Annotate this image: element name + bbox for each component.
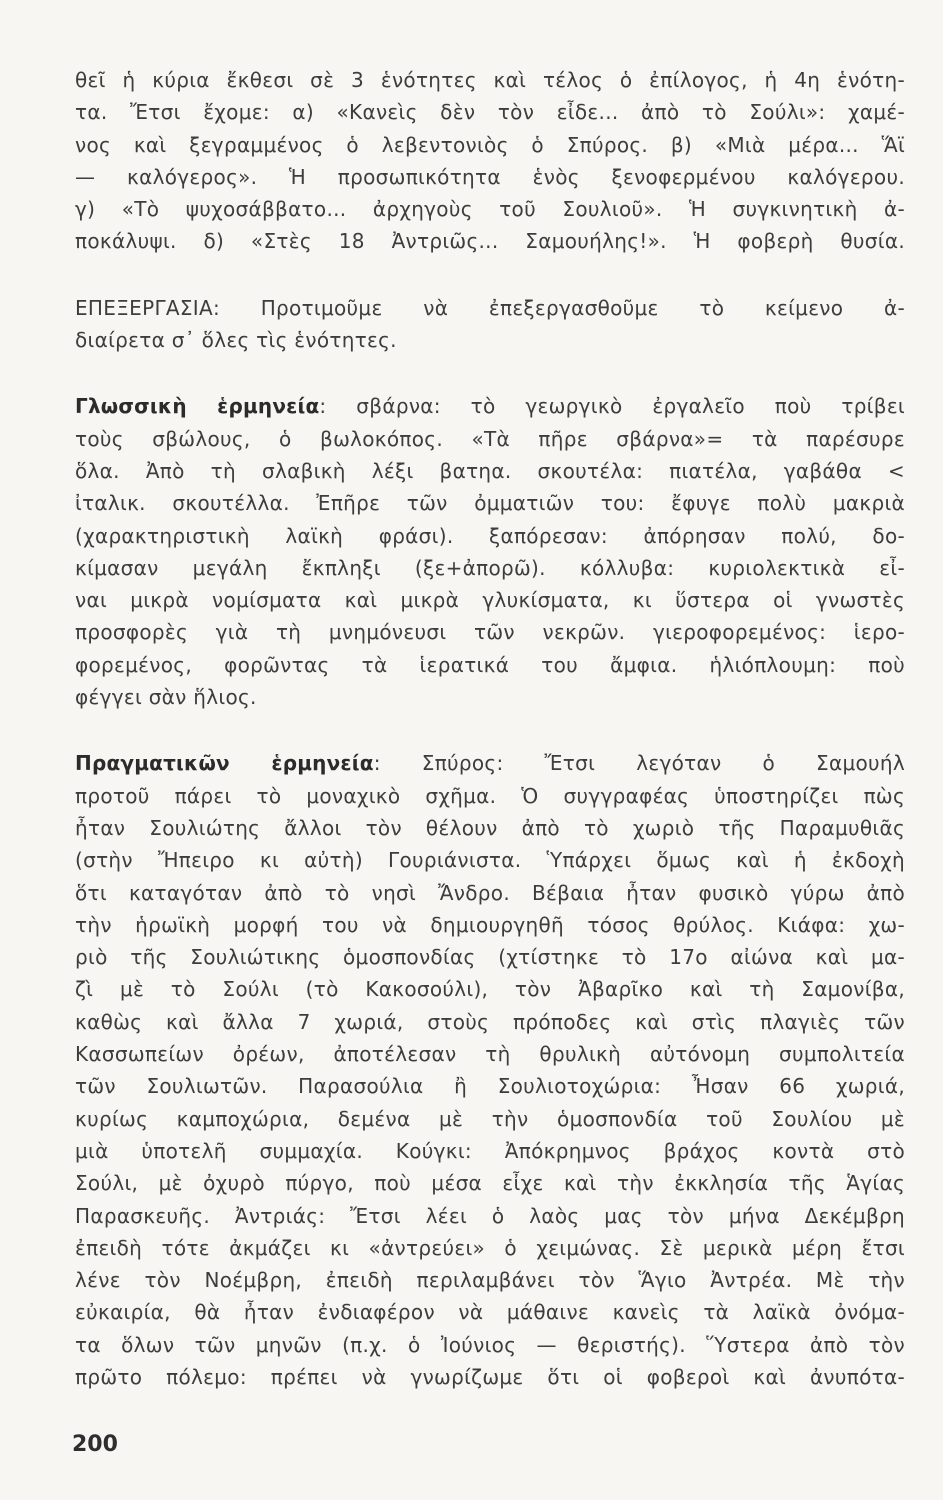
text-line: κυρίως καμποχώρια, δεμένα μὲ τὴν ὁμοσπονδία τοῦ Σουλίου μὲ (75, 1106, 905, 1131)
text-line: τῶν Σουλιωτῶν. Παρασούλια ἢ Σουλιοτοχώρια: Ἦσαν 66 χωριά, (75, 1074, 905, 1099)
text-line: ὅτι καταγόταν ἀπὸ τὸ νησὶ Ἄνδρο. Βέβαια ἦταν φυσικὸ γύρω ἀπὸ (75, 880, 905, 905)
text-run: : Σπύρος: Ἔτσι λεγόταν ὁ Σαμουήλ (373, 751, 905, 776)
text-line: ΕΠΕΞΕΡΓΑΣΙΑ: Προτιμοῦμε νὰ ἐπεξεργασθοῦμε τὸ κείμενο ἀ- (75, 295, 905, 320)
section-heading: Πραγματικῶν ἑρμηνεία (75, 751, 374, 776)
text-line: λένε τὸν Νοέμβρη, ἐπειδὴ περιλαμβάνει τὸν Ἅγιο Ἀντρέα. Μὲ τὴν (75, 1268, 905, 1293)
text-line: ζὶ μὲ τὸ Σούλι (τὸ Κακοσούλι), τὸν Ἀβαρῖκο καὶ τὴ Σαμονίβα, (75, 977, 905, 1002)
text-line: Παρασκευῆς. Ἀντριάς: Ἔτσι λέει ὁ λαὸς μας τὸν μήνα Δεκέμβρη (75, 1203, 905, 1228)
text-line: ριὸ τῆς Σουλιώτικης ὁμοσπονδίας (χτίστηκε τὸ 17ο αἰώνα καὶ μα- (75, 945, 905, 970)
text-line: Κασσωπείων ὀρέων, ἀποτέλεσαν τὴ θρυλικὴ αὐτόνομη συμπολιτεία (75, 1042, 905, 1067)
text-line: προσφορὲς γιὰ τὴ μνημόνευσι τῶν νεκρῶν. γιεροφορεμένος: ἱερο- (75, 620, 905, 645)
text-line: τα. Ἔτσι ἔχομε: α) «Κανεὶς δὲν τὸν εἶδε... ἀπὸ τὸ Σούλι»: χαμέ- (75, 100, 905, 125)
factual-paragraph (75, 747, 905, 1393)
text-line: φορεμένος, φορῶντας τὰ ἱερατικά του ἄμφια. ἡλιόπλουμη: ποὺ (75, 652, 905, 677)
linguistic-paragraph (75, 390, 905, 713)
text-line: μιὰ ὑποτελῆ συμμαχία. Κούγκι: Ἀπόκρημνος βράχος κοντὰ στὸ (75, 1138, 905, 1163)
text-line: θεῖ ἡ κύρια ἔκθεσι σὲ 3 ἑνότητες καὶ τέλος ὁ ἐπίλογος, ἡ 4η ἑνότη- (75, 68, 905, 92)
text-line: (χαρακτηριστικὴ λαϊκὴ φράσι). ξαπόρεσαν: ἀπόρησαν πολύ, δο- (75, 523, 905, 548)
text-line: ἐπειδὴ τότε ἀκμάζει κι «ἀντρεύει» ὁ χειμώνας. Σὲ μερικὰ μέρη ἔτσι (75, 1235, 905, 1260)
text-line: ἦταν Σουλιώτης ἄλλοι τὸν θέλουν ἀπὸ τὸ χωριὸ τῆς Παραμυθιᾶς (75, 815, 905, 840)
text-line: καθὼς καὶ ἄλλα 7 χωριά, στοὺς πρόποδες καὶ στὶς πλαγιὲς τῶν (75, 1009, 905, 1034)
text-line: εὐκαιρία, θὰ ἦταν ἐνδιαφέρον νὰ μάθαινε κανεὶς τὰ λαϊκὰ ὀνόμα- (75, 1300, 905, 1325)
intro-paragraph (75, 64, 905, 258)
text-line: νος καὶ ξεγραμμένος ὁ λεβεντονιὸς ὁ Σπύρος. β) «Μιὰ μέρα... Ἅϊ (75, 132, 905, 157)
text-line: ὅλα. Ἀπὸ τὴ σλαβικὴ λέξι βατηα. σκουτέλα: πιατέλα, γαβάθα < (75, 458, 905, 483)
section-heading: Γλωσσικὴ ἑρμηνεία (75, 394, 320, 419)
text-line: πρῶτο πόλεμο: πρέπει νὰ γνωρίζωμε ὅτι οἱ φοβεροὶ καὶ ἀνυπότα- (75, 1364, 905, 1389)
text-line: (στὴν Ἤπειρο κι αὐτὴ) Γουριάνιστα. Ὑπάρχει ὅμως καὶ ἡ ἐκδοχὴ (75, 848, 905, 873)
text-line: — καλόγερος». Ἡ προσωπικότητα ἑνὸς ξενοφερμένου καλόγερου. (75, 164, 905, 189)
page-number: 200 (72, 1432, 118, 1457)
text-line: κίμασαν μεγάλη ἔκπληξι (ξε+ἀπορῶ). κόλλυβα: κυριολεκτικὰ εἶ- (75, 555, 905, 580)
text-line (75, 747, 905, 779)
text-line: Σούλι, μὲ ὀχυρὸ πύργο, ποὺ μέσα εἶχε καὶ τὴν ἐκκλησία τῆς Ἁγίας (75, 1171, 905, 1196)
processing-paragraph (75, 292, 905, 357)
text-line: τὴν ἡρωϊκὴ μορφή του νὰ δημιουργηθῆ τόσος θρύλος. Κιάφα: χω- (75, 912, 905, 937)
body-text (75, 64, 905, 1393)
text-run: : σβάρνα: τὸ γεωργικὸ ἐργαλεῖο ποὺ τρίβει (319, 394, 905, 419)
text-line: γ) «Τὸ ψυχοσάββατο... ἀρχηγοὺς τοῦ Σουλιοῦ». Ἡ συγκινητικὴ ἀ- (75, 197, 905, 222)
text-line: διαίρετα σ᾽ ὅλες τὶς ἑνότητες. (75, 328, 397, 353)
text-line: προτοῦ πάρει τὸ μοναχικὸ σχῆμα. Ὁ συγγραφέας ὑποστηρίζει πὼς (75, 783, 905, 808)
text-line: ἰταλικ. σκουτέλλα. Ἐπῆρε τῶν ὀμματιῶν του: ἔφυγε πολὺ μακριὰ (75, 491, 905, 516)
text-line: ποκάλυψι. δ) «Στὲς 18 Ἀντριῶς... Σαμουήλης!». Ἡ φοβερὴ θυσία. (75, 229, 905, 254)
text-line: τοὺς σβώλους, ὁ βωλοκόπος. «Τὰ πῆρε σβάρνα»= τὰ παρέσυρε (75, 426, 905, 451)
text-line: φέγγει σὰν ἥλιος. (75, 685, 257, 710)
text-line: ναι μικρὰ νομίσματα καὶ μικρὰ γλυκίσματα, κι ὕστερα οἱ γνωστὲς (75, 588, 905, 613)
text-line: τα ὅλων τῶν μηνῶν (π.χ. ὁ Ἰούνιος — θεριστής). Ὕστερα ἀπὸ τὸν (75, 1332, 905, 1357)
text-line (75, 390, 905, 422)
